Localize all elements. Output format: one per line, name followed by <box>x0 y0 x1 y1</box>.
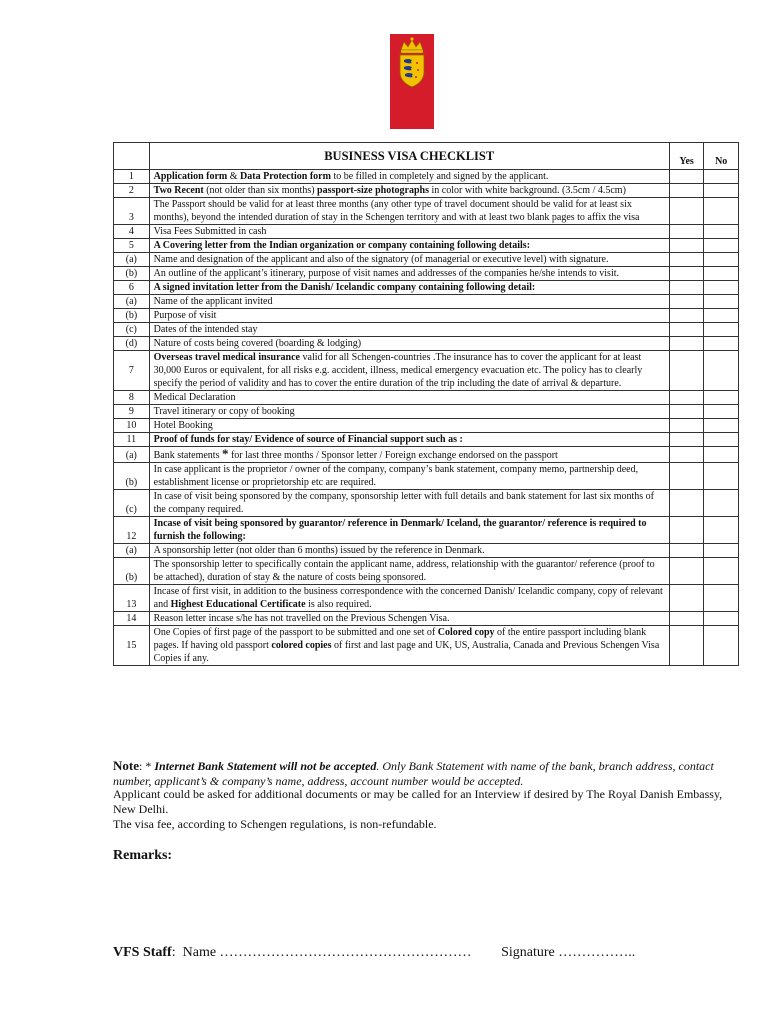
row-number: 8 <box>114 391 150 405</box>
row-number: 1 <box>114 170 150 184</box>
num-header-cell <box>114 143 150 170</box>
note-paragraph <box>113 758 733 789</box>
yes-checkbox-cell[interactable] <box>669 585 704 612</box>
row-number: (b) <box>114 463 150 490</box>
vfs-staff-line <box>113 945 635 961</box>
yes-checkbox-cell[interactable] <box>669 295 704 309</box>
yes-checkbox-cell[interactable] <box>669 433 704 447</box>
no-checkbox-cell[interactable] <box>704 309 739 323</box>
row-text: In case applicant is the proprietor / owner of the company, company’s bank statement, company memo, partnership deed, establishment license or proprietorship etc are required. <box>149 463 669 490</box>
row-number: (b) <box>114 267 150 281</box>
row-text-part: of first and last page and UK, US, Australia, Canada and Previous Schengen Visa Copies if any. <box>153 640 660 664</box>
royal-danish-emblem-logo <box>390 34 434 129</box>
yes-checkbox-cell[interactable] <box>669 323 704 337</box>
table-row <box>114 239 739 253</box>
table-row <box>114 170 739 184</box>
no-checkbox-cell[interactable] <box>704 405 739 419</box>
row-number: 14 <box>114 612 150 626</box>
row-number: 7 <box>114 351 150 391</box>
row-text-bold: Two Recent <box>153 185 204 196</box>
yes-checkbox-cell[interactable] <box>669 419 704 433</box>
table-row <box>114 295 739 309</box>
table-row <box>114 198 739 225</box>
vfs-staff-colon: : <box>171 945 176 960</box>
no-checkbox-cell[interactable] <box>704 184 739 198</box>
checklist-title: BUSINESS VISA CHECKLIST <box>149 143 669 170</box>
no-checkbox-cell[interactable] <box>704 351 739 391</box>
no-checkbox-cell[interactable] <box>704 433 739 447</box>
no-checkbox-cell[interactable] <box>704 612 739 626</box>
row-number: 10 <box>114 419 150 433</box>
row-text-part: in color with white background. (3.5cm / 4.5cm) <box>429 185 626 196</box>
row-text-part: of the entire passport including blank pages. If having old passport <box>153 627 647 651</box>
row-number: 9 <box>114 405 150 419</box>
no-checkbox-cell[interactable] <box>704 281 739 295</box>
row-text-part: valid for all Schengen-countries .The insurance has to cover the applicant for at least 30,000 Euros or equivalent, for all risks e.g. accident, illness, medical emergency evacuation etc. The policy has to clearly specify the period of validity and has to cover the entire duration of the trip including the date of arrival & departure. <box>153 352 643 389</box>
no-checkbox-cell[interactable] <box>704 463 739 490</box>
yes-checkbox-cell[interactable] <box>669 281 704 295</box>
no-checkbox-cell[interactable] <box>704 323 739 337</box>
no-checkbox-cell[interactable] <box>704 239 739 253</box>
row-number: 12 <box>114 517 150 544</box>
coat-of-arms-icon <box>390 34 434 129</box>
row-number: 2 <box>114 184 150 198</box>
row-text <box>149 184 669 198</box>
no-checkbox-cell[interactable] <box>704 198 739 225</box>
row-text-part: Bank statements <box>153 450 222 461</box>
yes-checkbox-cell[interactable] <box>669 447 704 463</box>
note-label: Note <box>113 758 139 773</box>
yes-checkbox-cell[interactable] <box>669 544 704 558</box>
row-number: 3 <box>114 198 150 225</box>
no-checkbox-cell[interactable] <box>704 391 739 405</box>
row-text-part: for last three months / Sponsor letter / Foreign exchange endorsed on the passport <box>228 450 558 461</box>
yes-checkbox-cell[interactable] <box>669 351 704 391</box>
table-row <box>114 447 739 463</box>
row-number: (a) <box>114 544 150 558</box>
row-number: 4 <box>114 225 150 239</box>
row-text: Incase of visit being sponsored by guarantor/ reference in Denmark/ Iceland, the guarantor/ reference is required to furnish the following: <box>149 517 669 544</box>
row-text-part: & <box>227 171 241 182</box>
table-row <box>114 323 739 337</box>
note-detail: . Only Bank Statement with name of the bank, branch address, contact number, applicant’s & company’s name, address, account number would be accepted. <box>113 759 714 788</box>
table-row <box>114 558 739 585</box>
no-checkbox-cell[interactable] <box>704 253 739 267</box>
table-row <box>114 517 739 544</box>
row-text: Reason letter incase s/he has not travelled on the Previous Schengen Visa. <box>149 612 669 626</box>
row-number: 6 <box>114 281 150 295</box>
yes-checkbox-cell[interactable] <box>669 463 704 490</box>
interview-notice: Applicant could be asked for additional documents or may be called for an Interview if desired by The Royal Danish Embassy, New Delhi. <box>113 787 723 816</box>
row-text <box>149 447 669 463</box>
row-text-part: Incase of first visit, in addition to the business correspondence with the concerned Danish/ Icelandic company, copy of relevant and <box>153 586 663 610</box>
yes-column-header: Yes <box>669 143 704 170</box>
row-text: Medical Declaration <box>149 391 669 405</box>
row-text: Dates of the intended stay <box>149 323 669 337</box>
table-row <box>114 253 739 267</box>
yes-checkbox-cell[interactable] <box>669 626 704 666</box>
yes-checkbox-cell[interactable] <box>669 405 704 419</box>
row-number: 11 <box>114 433 150 447</box>
row-number: (a) <box>114 253 150 267</box>
no-checkbox-cell[interactable] <box>704 558 739 585</box>
yes-checkbox-cell[interactable] <box>669 170 704 184</box>
row-text <box>149 170 669 184</box>
row-text: The Passport should be valid for at least three months (any other type of travel document should be valid for at least six months), beyond the intended duration of stay in the Schengen territory and with at least two blank pages to affix the visa <box>149 198 669 225</box>
yes-checkbox-cell[interactable] <box>669 198 704 225</box>
row-text-part: to be filled in completely and signed by the applicant. <box>330 171 549 182</box>
asterisk-mark: * <box>221 446 229 461</box>
yes-checkbox-cell[interactable] <box>669 184 704 198</box>
row-number: (c) <box>114 323 150 337</box>
row-text: A signed invitation letter from the Danish/ Icelandic company containing following detail: <box>149 281 669 295</box>
row-number: (a) <box>114 447 150 463</box>
staff-name-field[interactable]: Name ……………………………………………… <box>182 945 472 960</box>
table-row <box>114 463 739 490</box>
table-row <box>114 585 739 612</box>
row-text: The sponsorship letter to specifically contain the applicant name, address, relationship with the guarantor/ reference (proof to be attached), duration of stay & the nature of costs being sponsored. <box>149 558 669 585</box>
table-row <box>114 309 739 323</box>
table-row <box>114 281 739 295</box>
row-number: (d) <box>114 337 150 351</box>
row-text: Name and designation of the applicant and also of the signatory (of managerial or executive level) with signature. <box>149 253 669 267</box>
yes-checkbox-cell[interactable] <box>669 490 704 517</box>
row-text-bold: Application form <box>153 171 228 182</box>
table-row <box>114 267 739 281</box>
row-number: (b) <box>114 309 150 323</box>
yes-checkbox-cell[interactable] <box>669 267 704 281</box>
no-checkbox-cell[interactable] <box>704 337 739 351</box>
table-row <box>114 184 739 198</box>
row-text: Nature of costs being covered (boarding & lodging) <box>149 337 669 351</box>
row-text: Name of the applicant invited <box>149 295 669 309</box>
row-text: A Covering letter from the Indian organization or company containing following details: <box>149 239 669 253</box>
row-text: A sponsorship letter (not older than 6 months) issued by the reference in Denmark. <box>149 544 669 558</box>
no-checkbox-cell[interactable] <box>704 267 739 281</box>
row-text-bold: Data Protection form <box>240 171 331 182</box>
table-header-row <box>114 143 739 170</box>
yes-checkbox-cell[interactable] <box>669 337 704 351</box>
row-text <box>149 351 669 391</box>
table-row <box>114 490 739 517</box>
row-number: 13 <box>114 585 150 612</box>
yes-checkbox-cell[interactable] <box>669 253 704 267</box>
row-text-part: One Copies of first page of the passport to be submitted and one set of <box>153 627 438 638</box>
yes-checkbox-cell[interactable] <box>669 612 704 626</box>
no-checkbox-cell[interactable] <box>704 626 739 666</box>
table-row <box>114 405 739 419</box>
no-checkbox-cell[interactable] <box>704 585 739 612</box>
row-text: Purpose of visit <box>149 309 669 323</box>
fee-notice: The visa fee, according to Schengen regulations, is non-refundable. <box>113 817 437 831</box>
row-number: (a) <box>114 295 150 309</box>
table-row <box>114 391 739 405</box>
row-text <box>149 626 669 666</box>
yes-checkbox-cell[interactable] <box>669 239 704 253</box>
row-text: Proof of funds for stay/ Evidence of source of Financial support such as : <box>149 433 669 447</box>
table-row <box>114 433 739 447</box>
table-row <box>114 225 739 239</box>
row-text-bold: passport-size photographs <box>317 185 430 196</box>
no-column-header: No <box>704 143 739 170</box>
row-text: Visa Fees Submitted in cash <box>149 225 669 239</box>
table-row <box>114 337 739 351</box>
row-text: In case of visit being sponsored by the company, sponsorship letter with full details and bank statement for last six months of the company required. <box>149 490 669 517</box>
yes-checkbox-cell[interactable] <box>669 309 704 323</box>
no-checkbox-cell[interactable] <box>704 225 739 239</box>
row-text: An outline of the applicant’s itinerary, purpose of visit names and addresses of the companies he/she intends to visit. <box>149 267 669 281</box>
business-visa-checklist-table <box>113 142 739 666</box>
staff-signature-field[interactable]: Signature …………….. <box>501 945 636 960</box>
no-checkbox-cell[interactable] <box>704 295 739 309</box>
row-number: 15 <box>114 626 150 666</box>
no-checkbox-cell[interactable] <box>704 170 739 184</box>
vfs-staff-label: VFS Staff <box>113 945 172 960</box>
no-checkbox-cell[interactable] <box>704 544 739 558</box>
row-text: Hotel Booking <box>149 419 669 433</box>
no-checkbox-cell[interactable] <box>704 419 739 433</box>
table-row <box>114 419 739 433</box>
table-row <box>114 544 739 558</box>
row-number: (c) <box>114 490 150 517</box>
yes-checkbox-cell[interactable] <box>669 225 704 239</box>
row-text: Travel itinerary or copy of booking <box>149 405 669 419</box>
table-row <box>114 626 739 666</box>
table-row <box>114 612 739 626</box>
row-number: (b) <box>114 558 150 585</box>
no-checkbox-cell[interactable] <box>704 517 739 544</box>
yes-checkbox-cell[interactable] <box>669 558 704 585</box>
row-text-bold: Colored copy <box>437 627 495 638</box>
row-number: 5 <box>114 239 150 253</box>
row-text-bold: Highest Educational Certificate <box>170 599 306 610</box>
note-warning: Internet Bank Statement will not be accepted <box>154 759 377 773</box>
row-text-part: (not older than six months) <box>203 185 318 196</box>
no-checkbox-cell[interactable] <box>704 490 739 517</box>
yes-checkbox-cell[interactable] <box>669 391 704 405</box>
note-colon: : * <box>139 759 155 773</box>
remarks-label: Remarks: <box>113 848 173 863</box>
row-text-bold: colored copies <box>271 640 332 651</box>
no-checkbox-cell[interactable] <box>704 447 739 463</box>
row-text-part: is also required. <box>305 599 372 610</box>
row-text <box>149 585 669 612</box>
table-row <box>114 351 739 391</box>
row-text-bold: Overseas travel medical insurance <box>153 352 300 363</box>
yes-checkbox-cell[interactable] <box>669 517 704 544</box>
